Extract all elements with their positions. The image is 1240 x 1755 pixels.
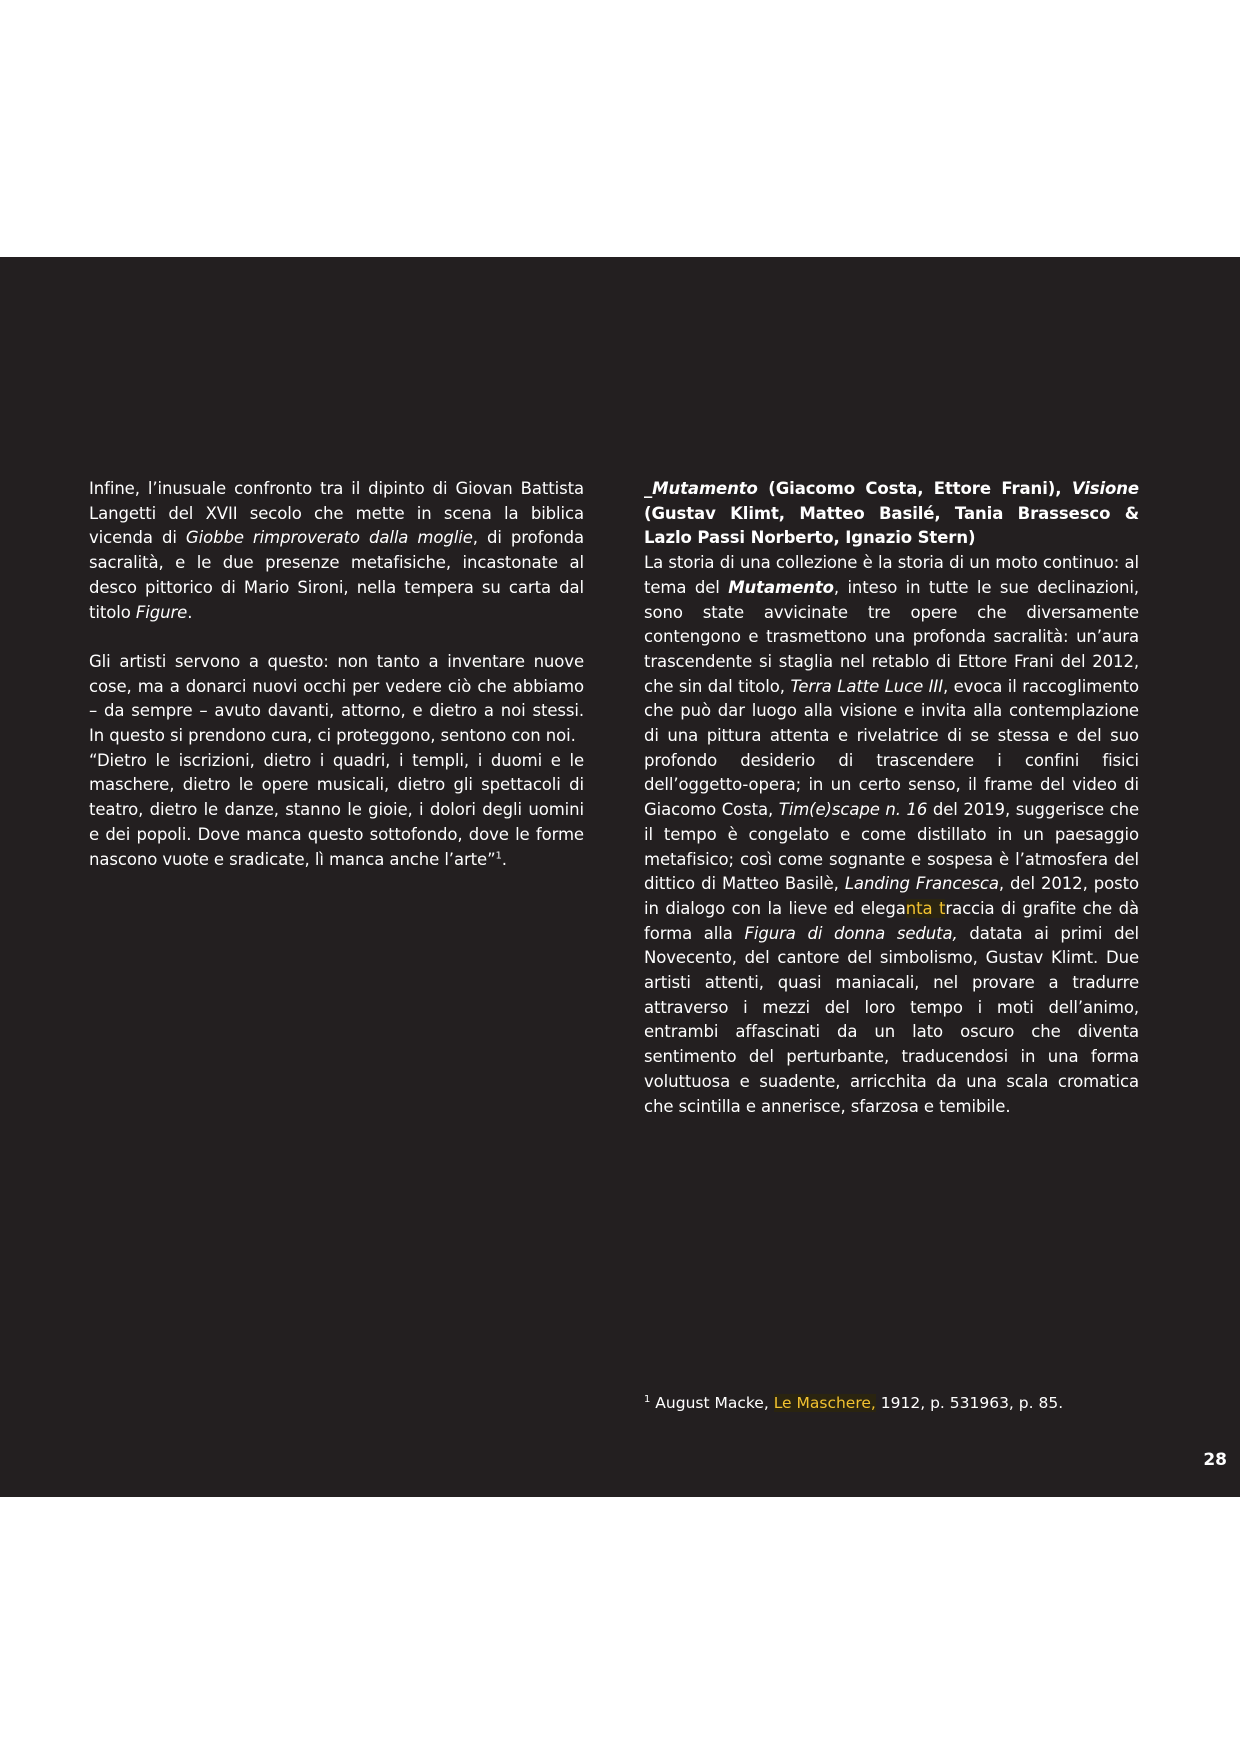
paragraph-collezione	[644, 551, 1139, 1119]
title-landing-francesca: Landing Francesca	[844, 874, 999, 894]
text-run: (Gustav Klimt, Matteo Basilé, Tania Brassesco & Lazlo Passi Norberto, Ignazio Stern)	[644, 503, 1139, 548]
footnote	[644, 1392, 1139, 1414]
footnote-number: 1	[644, 1393, 651, 1405]
page-number: 28	[1203, 1450, 1227, 1470]
title-timescape: Tim(e)scape n. 16	[778, 800, 928, 820]
text-run: raccia di grafite che dà forma alla	[644, 898, 1139, 943]
text-highlight: nta t	[905, 898, 946, 918]
title-terra-latte-luce: Terra Latte Luce III	[790, 676, 943, 696]
text-run: Infine, l’inusuale confronto tra il dipinto di Giovan Battista Langetti del XVII secolo che mette in scena la biblica vicenda di	[89, 479, 584, 548]
text-run: datata ai primi del Novecento, del cantore del simbolismo, Gustav Klimt. Due artisti attenti, quasi maniacali, nel provare a tradurre attraverso i mezzi del loro tempo i moti dell’animo, entrambi affascinati da un lato oscuro che diventa sentimento del perturbante, traducendosi in una forma voluttuosa e suadente, arricchita da una scala cromatica che scintilla e annerisce, sfarzosa e temibile.	[644, 923, 1139, 1116]
left-column	[89, 477, 584, 872]
footnote-ref[interactable]: 1	[495, 850, 502, 862]
quote-text: “Dietro le iscrizioni, dietro i quadri, i templi, i duomi e le maschere, dietro le opere musicali, dietro gli spettacoli di teatro, dietro le danze, stanno le gioie, i dolori degli uomini e dei popoli. Dove manca questo sottofondo, dove le forme nascono vuote e sradicate, lì manca anche l’arte”	[89, 750, 584, 869]
text-run: (Giacomo Costa, Ettore Frani),	[757, 479, 1072, 498]
heading-mutamento: Mutamento	[652, 479, 758, 498]
text-run: August Macke,	[650, 1394, 774, 1412]
text-run: .	[501, 849, 507, 869]
title-figure: Figure	[135, 602, 188, 622]
paragraph-artisti: Gli artisti servono a questo: non tanto a inventare nuove cose, ma a donarci nuovi occhi per vedere ciò che abbiamo – da sempre – avuto davanti, attorno, e dietro a noi stessi. In questo si prendono cura, ci proteggono, sentono con noi.	[89, 651, 584, 746]
title-figura-donna: Figura di donna seduta,	[744, 923, 958, 943]
text-run: La storia di una collezione è la storia di un moto continuo: al tema del	[644, 553, 1139, 597]
text-run: 1912, p. 531963, p. 85.	[875, 1394, 1064, 1412]
text-run: del 2019, suggerisce che il tempo è congelato e come distillato in un paesaggio metafisico; così come sognante e sospesa è l’atmosfera del dittico di Matteo Basilè,	[644, 800, 1140, 894]
text-run: , evoca il raccoglimento che può dar luogo alla visione e invita alla contemplazione di una pittura attenta e rivelatrice di se stessa e del suo profondo desiderio di trascendere i confini fisici dell’oggetto-opera; in un certo senso, il frame del video di Giacomo Costa,	[644, 676, 1139, 820]
right-column	[644, 477, 1139, 1119]
title-giobbe: Giobbe rimproverato dalla moglie	[185, 528, 473, 548]
text-run: _	[644, 479, 653, 498]
heading-visione: Visione	[1071, 479, 1139, 498]
paragraph-quote	[89, 749, 584, 873]
footnote-highlight: Le Maschere,	[773, 1394, 876, 1412]
section-heading	[644, 477, 1139, 551]
text-run: , del 2012, posto in dialogo con la lieve ed elega	[644, 874, 1139, 918]
paragraph-langetti	[89, 477, 584, 625]
text-run: , di profonda sacralità, e le due presenze metafisiche, incastonate al desco pittorico di Mario Sironi, nella tempera su carta dal titolo	[89, 528, 585, 622]
text-run: .	[187, 602, 193, 622]
term-mutamento: Mutamento	[728, 577, 834, 597]
page-panel	[0, 257, 1240, 1497]
text-run: , inteso in tutte le sue declinazioni, sono state avvicinate tre opere che diversamente contengono e trasmettono una profonda sacralità: un’aura trascendente si staglia nel retablo di Ettore Frani del 2012, che sin dal titolo,	[644, 577, 1139, 696]
